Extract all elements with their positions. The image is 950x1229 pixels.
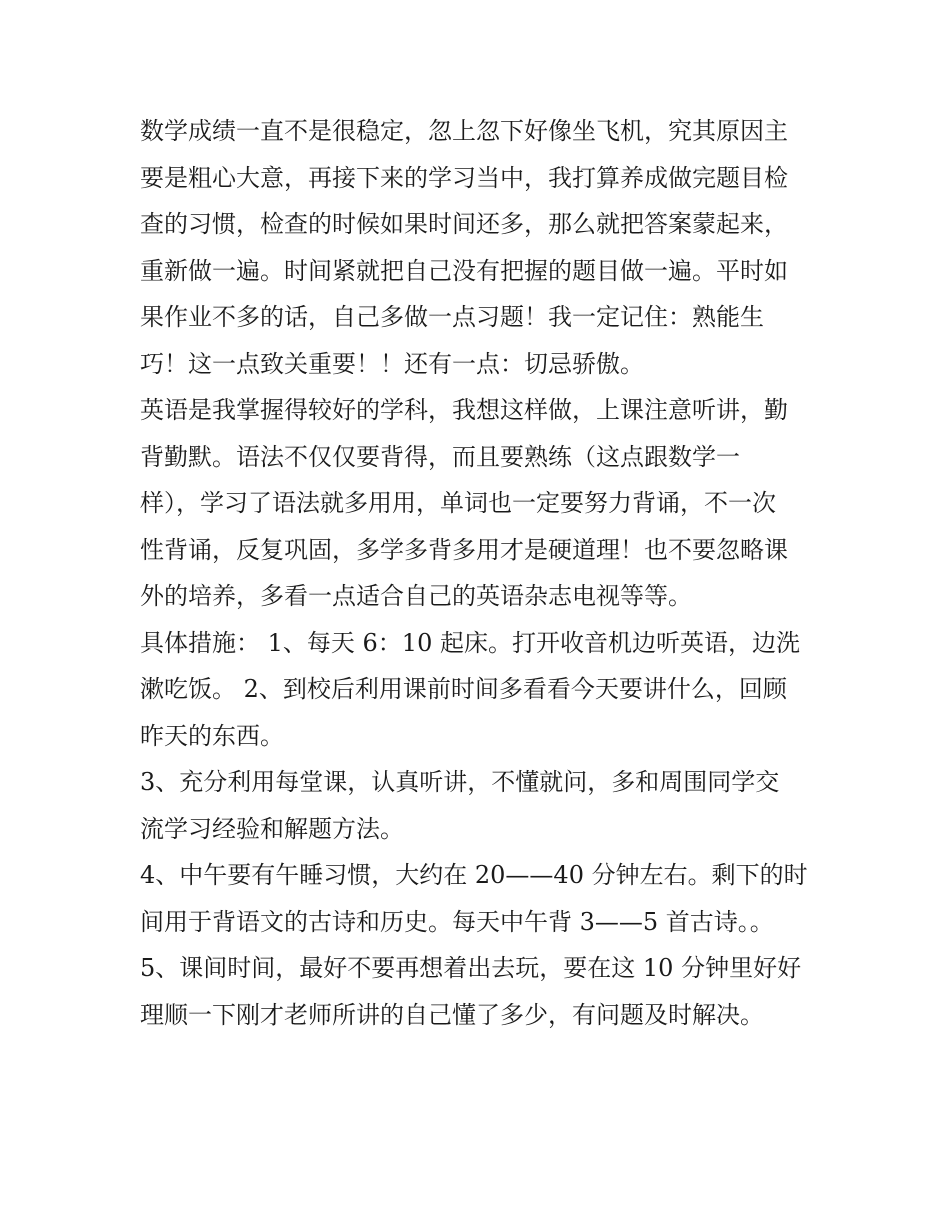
text-line-15: 3、充分利用每堂课，认真听讲，不懂就问，多和周围同学交 bbox=[140, 768, 780, 796]
text-line-3: 查的习惯，检查的时候如果时间还多，那么就把答案蒙起来， bbox=[140, 210, 788, 238]
text-line-19: 5、课间时间，最好不要再想着出去玩，要在这 10 分钟里好好 bbox=[140, 954, 802, 982]
document-body bbox=[140, 108, 820, 1038]
text-line-13: 漱吃饭。 2、到校后利用课前时间多看看今天要讲什么，回顾 bbox=[140, 675, 787, 703]
text-line-2: 要是粗心大意，再接下来的学习当中，我打算养成做完题目检 bbox=[140, 163, 788, 192]
text-line-10: 性背诵，反复巩固，多学多背多用才是硬道理！也不要忽略课 bbox=[140, 535, 788, 564]
text-line-8: 背勤默。语法不仅仅要背得，而且要熟练（这点跟数学一 bbox=[140, 442, 740, 471]
text-line-11: 外的培养，多看一点适合自己的英语杂志电视等等。 bbox=[140, 582, 692, 610]
text-line-14: 昨天的东西。 bbox=[140, 721, 284, 750]
text-line-12: 具体措施： 1、每天 6：10 起床。打开收音机边听英语，边洗 bbox=[140, 628, 800, 657]
text-line-20: 理顺一下刚才老师所讲的自己懂了多少，有问题及时解决。 bbox=[140, 1000, 764, 1029]
text-line-1: 数学成绩一直不是很稳定，忽上忽下好像坐飞机，究其原因主 bbox=[140, 117, 788, 145]
text-line-7: 英语是我掌握得较好的学科，我想这样做，上课注意听讲，勤 bbox=[140, 396, 788, 424]
text-line-9: 样），学习了语法就多用用，单词也一定要努力背诵，不一次 bbox=[140, 489, 776, 517]
text-line-4: 重新做一遍。时间紧就把自己没有把握的题目做一遍。平时如 bbox=[140, 256, 788, 285]
text-line-6: 巧！这一点致关重要！！还有一点：切忌骄傲。 bbox=[140, 349, 644, 378]
text-line-5: 果作业不多的话，自己多做一点习题！我一定记住：熟能生 bbox=[140, 303, 764, 331]
text-line-18: 间用于背语文的古诗和历史。每天中午背 3——5 首古诗。。 bbox=[140, 907, 774, 936]
text-line-16: 流学习经验和解题方法。 bbox=[140, 814, 404, 843]
text-line-17: 4、中午要有午睡习惯，大约在 20——40 分钟左右。剩下的时 bbox=[140, 861, 808, 889]
